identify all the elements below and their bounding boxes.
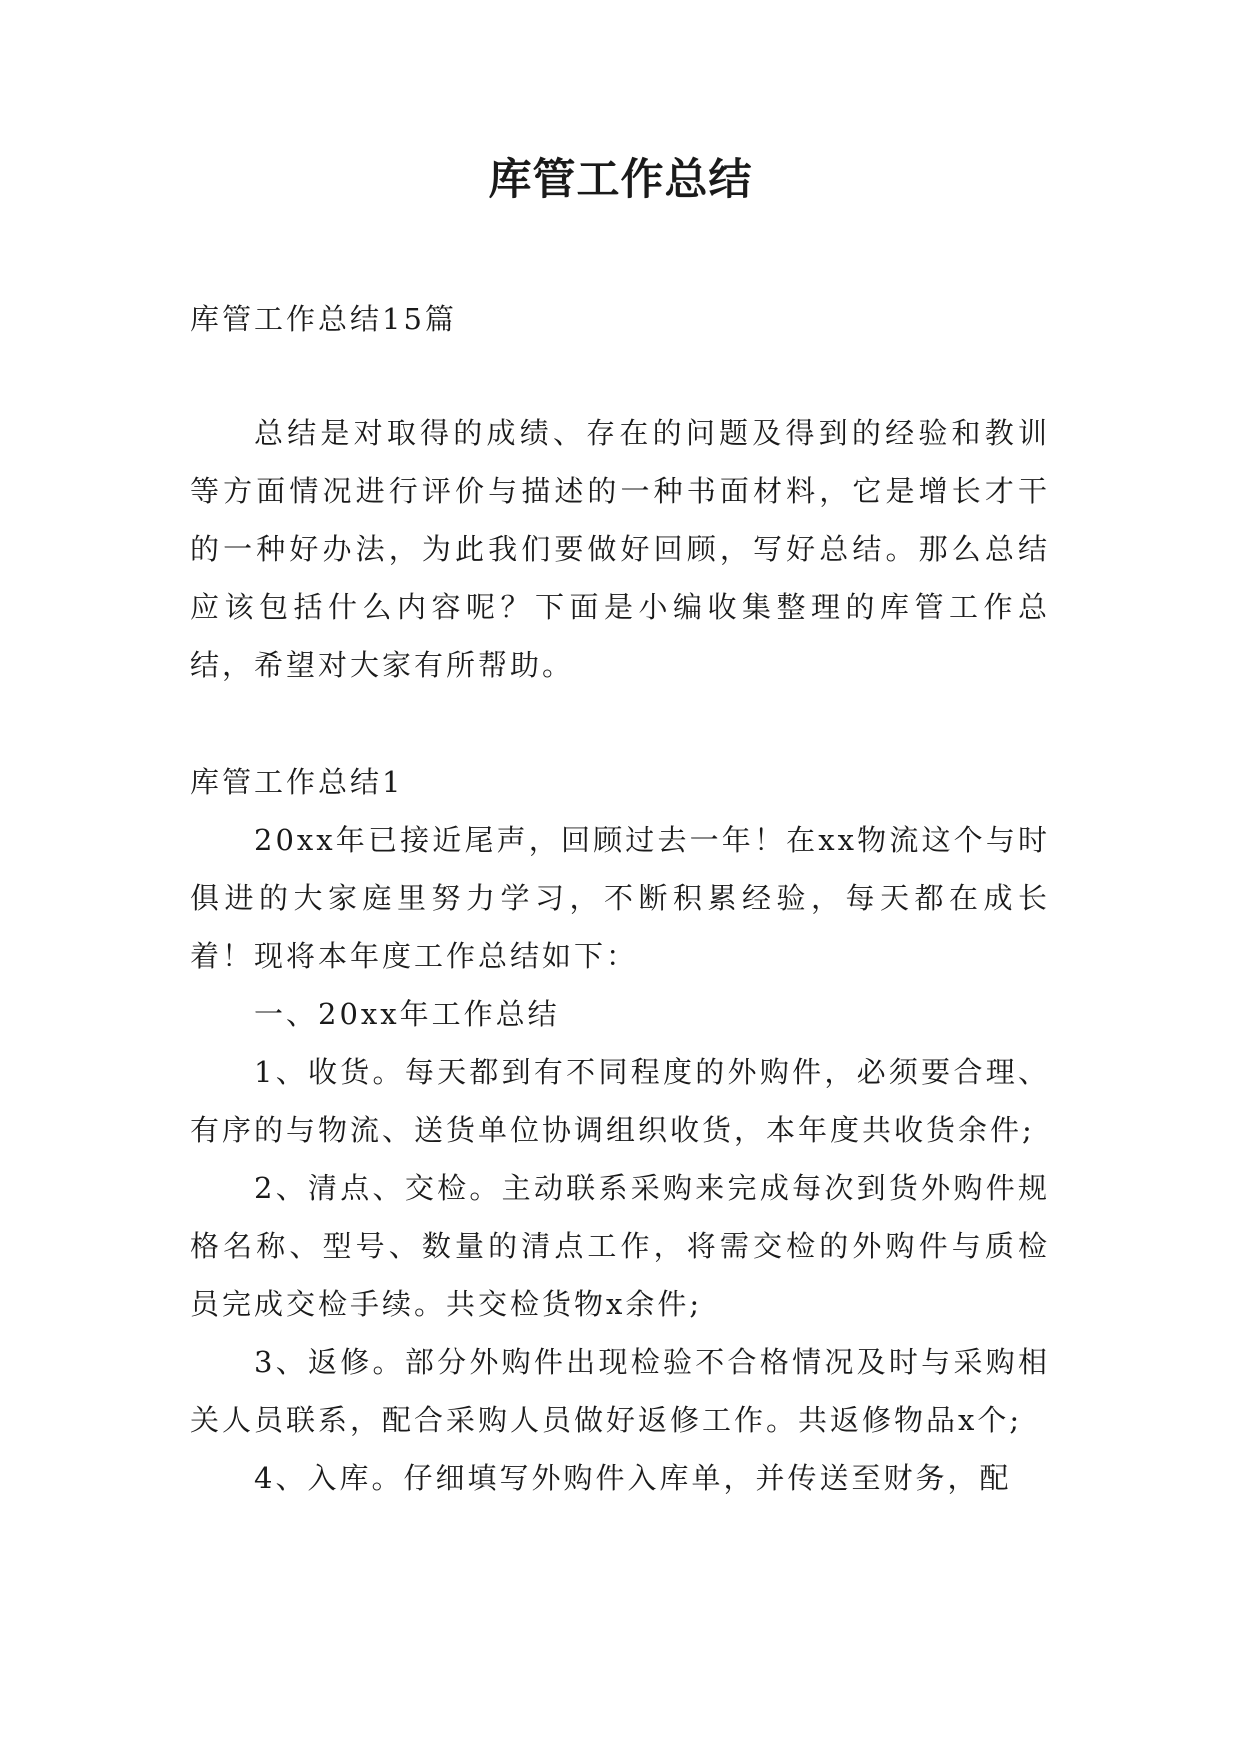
document-subtitle: 库管工作总结15篇 [190,302,457,336]
intro-section [190,404,1050,694]
document-title: 库管工作总结 [488,155,753,205]
section-1-paragraph-5: 3、返修。部分外购件出现检验不合格情况及时与采购相关人员联系，配合采购人员做好返修工作。共返修物品x个; [190,1345,1050,1437]
section-1-paragraph-4: 2、清点、交检。主动联系采购来完成每次到货外购件规格名称、型号、数量的清点工作，将需交检的外购件与质检员完成交检手续。共交检货物x余件; [190,1171,1050,1321]
section-1-paragraph-6: 4、入库。仔细填写外购件入库单，并传送至财务，配 [254,1461,1012,1495]
section-1-paragraph-1: 20xx年已接近尾声，回顾过去一年！在xx物流这个与时俱进的大家庭里努力学习，不断积累经验，每天都在成长着！现将本年度工作总结如下： [190,823,1050,973]
section-1-paragraph-3: 1、收货。每天都到有不同程度的外购件，必须要合理、有序的与物流、送货单位协调组织收货，本年度共收货余件; [190,1055,1050,1147]
section-1 [190,753,1050,1507]
intro-paragraph: 总结是对取得的成绩、存在的问题及得到的经验和教训等方面情况进行评价与描述的一种书面材料，它是增长才干的一种好办法，为此我们要做好回顾，写好总结。那么总结应该包括什么内容呢？下面是小编收集整理的库管工作总结，希望对大家有所帮助。 [190,416,1050,682]
section-1-paragraph-2: 一、20xx年工作总结 [254,997,560,1031]
section-1-heading: 库管工作总结1 [190,765,404,799]
